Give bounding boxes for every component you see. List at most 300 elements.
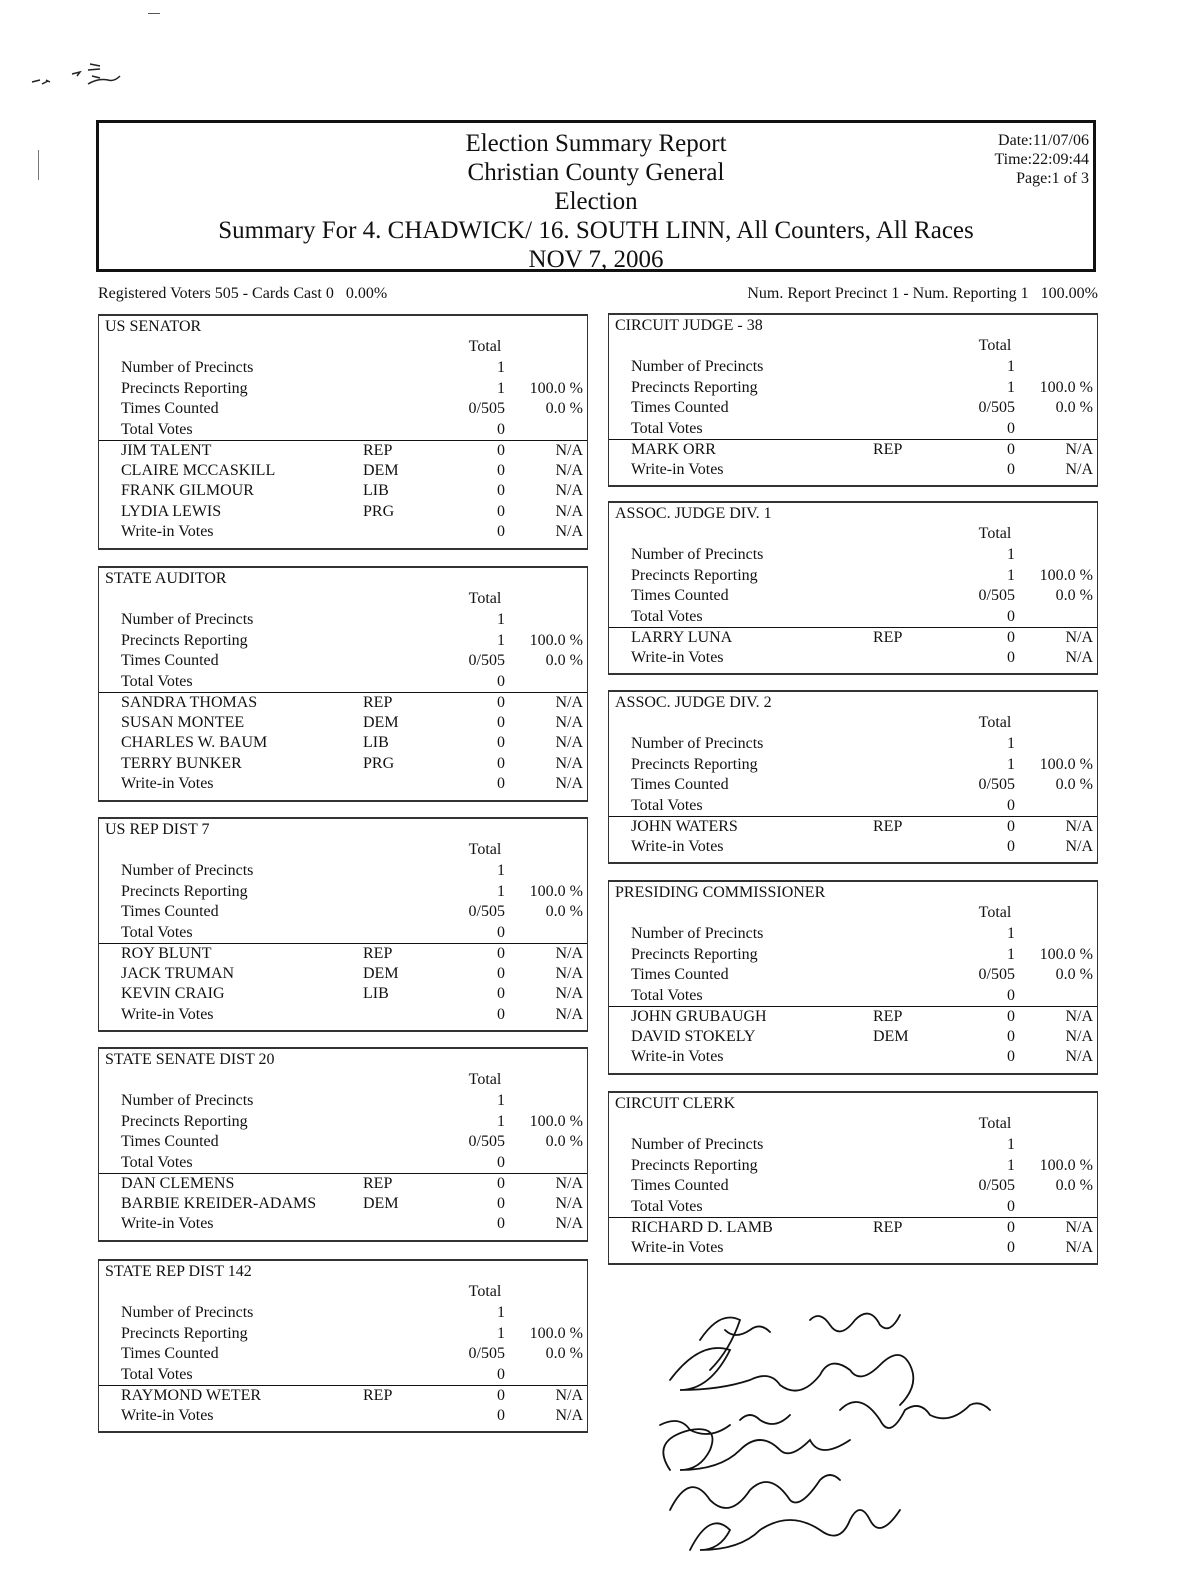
candidate-party: DEM <box>363 713 399 731</box>
stat-row <box>99 1153 587 1173</box>
stat-value: 1 <box>497 611 505 628</box>
candidate-party: REP <box>873 1008 903 1025</box>
candidate-name: Write-in Votes <box>631 460 724 478</box>
candidate-percent: N/A <box>1065 460 1093 478</box>
stat-row <box>609 586 1097 606</box>
stat-label: Precincts Reporting <box>631 378 758 396</box>
candidate-percent: N/A <box>1065 648 1093 666</box>
stat-percent: 0.0 % <box>545 400 583 417</box>
stat-row <box>609 986 1097 1006</box>
candidate-row <box>99 964 587 984</box>
candidate-party: REP <box>873 818 903 835</box>
stat-label: Times Counted <box>121 652 219 669</box>
stat-percent: 0.0 % <box>1055 776 1093 793</box>
stat-row <box>99 1365 587 1385</box>
candidate-votes: 0 <box>497 482 505 499</box>
stat-label: Precincts Reporting <box>631 755 758 773</box>
stat-label: Number of Precincts <box>631 358 764 375</box>
candidate-votes: 0 <box>497 502 505 520</box>
total-header: Total <box>468 841 502 858</box>
stat-row <box>99 399 587 419</box>
stat-percent: 100.0 % <box>1039 566 1093 584</box>
candidate-row <box>99 984 587 1004</box>
race-box <box>98 314 588 550</box>
candidate-row <box>609 1047 1097 1067</box>
stat-percent: 0.0 % <box>1055 966 1093 983</box>
stat-label: Number of Precincts <box>121 359 254 376</box>
candidate-votes: 0 <box>497 1005 505 1023</box>
stat-label: Number of Precincts <box>121 611 254 628</box>
report-date-line: NOV 7, 2006 <box>528 246 664 273</box>
stat-label: Number of Precincts <box>631 546 764 563</box>
stat-percent: 0.0 % <box>545 652 583 669</box>
stat-percent: 100.0 % <box>529 1324 583 1342</box>
stat-label: Precincts Reporting <box>121 1112 248 1130</box>
race-title: PRESIDING COMMISSIONER <box>615 884 826 901</box>
candidate-percent: N/A <box>555 502 583 520</box>
candidate-percent: N/A <box>555 1406 583 1424</box>
stat-label: Number of Precincts <box>631 1136 764 1153</box>
candidate-votes: 0 <box>497 734 505 751</box>
candidate-percent: N/A <box>555 482 583 499</box>
stat-value: 0/505 <box>978 399 1015 416</box>
candidate-name: Write-in Votes <box>121 523 214 540</box>
stat-row <box>609 378 1097 398</box>
report-page: Page:1 of 3 <box>1016 170 1089 187</box>
stat-value: 0/505 <box>978 966 1015 983</box>
candidate-percent: N/A <box>555 1387 583 1404</box>
candidate-percent: N/A <box>555 713 583 731</box>
stat-row <box>99 631 587 651</box>
candidate-party: REP <box>363 1175 393 1192</box>
race-title: CIRCUIT CLERK <box>615 1095 736 1112</box>
stat-value: 0/505 <box>978 587 1015 604</box>
stat-label: Precincts Reporting <box>121 1324 248 1342</box>
total-header: Total <box>978 337 1012 354</box>
stat-row <box>99 1132 587 1152</box>
total-header: Total <box>468 1283 502 1300</box>
candidate-party: PRG <box>363 502 395 520</box>
stat-label: Total Votes <box>121 1365 193 1383</box>
candidate-party: DEM <box>363 461 399 479</box>
candidate-percent: N/A <box>1065 441 1093 458</box>
candidate-name: RAYMOND WETER <box>121 1387 262 1404</box>
stat-row <box>99 379 587 399</box>
stat-value: 1 <box>1007 1156 1015 1174</box>
report-election: Election <box>554 188 638 215</box>
race-box <box>608 313 1098 487</box>
candidate-name: Write-in Votes <box>121 1215 214 1232</box>
candidate-votes: 0 <box>497 1194 505 1212</box>
candidate-percent: N/A <box>555 1215 583 1232</box>
candidate-row <box>99 440 587 461</box>
candidate-votes: 0 <box>497 461 505 479</box>
stat-label: Times Counted <box>631 1177 729 1194</box>
candidate-votes: 0 <box>497 775 505 792</box>
stat-label: Total Votes <box>631 419 703 437</box>
candidate-party: REP <box>873 1219 903 1236</box>
stat-row <box>609 796 1097 816</box>
stat-value: 0/505 <box>468 1133 505 1150</box>
candidate-row <box>609 439 1097 460</box>
candidate-name: LYDIA LEWIS <box>121 502 222 520</box>
candidate-name: Write-in Votes <box>121 1406 214 1424</box>
candidate-party: REP <box>363 1387 393 1404</box>
stat-value: 1 <box>497 631 505 649</box>
stat-percent: 0.0 % <box>545 1133 583 1150</box>
stat-percent: 100.0 % <box>1039 755 1093 773</box>
stat-label: Times Counted <box>121 903 219 920</box>
candidate-percent: N/A <box>555 945 583 962</box>
stat-value: 0 <box>497 923 505 941</box>
candidate-votes: 0 <box>497 964 505 982</box>
stat-value: 1 <box>1007 1136 1015 1153</box>
candidate-party: PRG <box>363 754 395 772</box>
candidate-votes: 0 <box>497 945 505 962</box>
total-header: Total <box>468 590 502 607</box>
candidate-row <box>99 774 587 794</box>
candidate-name: DAVID STOKELY <box>631 1027 756 1045</box>
candidate-votes: 0 <box>497 442 505 459</box>
stat-percent: 0.0 % <box>545 1345 583 1362</box>
stat-label: Times Counted <box>121 400 219 417</box>
race-title: US REP DIST 7 <box>105 821 210 838</box>
race-box <box>98 1047 588 1242</box>
candidate-percent: N/A <box>1065 837 1093 855</box>
stat-row <box>99 1091 587 1111</box>
candidate-row <box>609 1006 1097 1027</box>
candidate-votes: 0 <box>1007 1238 1015 1256</box>
candidate-row <box>99 1005 587 1025</box>
stat-label: Times Counted <box>121 1133 219 1150</box>
total-header: Total <box>978 904 1012 921</box>
candidate-votes: 0 <box>497 1215 505 1232</box>
race-title: ASSOC. JUDGE DIV. 1 <box>615 505 772 522</box>
candidate-percent: N/A <box>1065 1008 1093 1025</box>
stat-label: Total Votes <box>631 796 703 814</box>
total-header: Total <box>468 1071 502 1088</box>
candidate-percent: N/A <box>1065 818 1093 835</box>
candidate-votes: 0 <box>497 1387 505 1404</box>
candidate-percent: N/A <box>555 461 583 479</box>
race-title: STATE SENATE DIST 20 <box>105 1051 275 1068</box>
report-county: Christian County General <box>467 159 725 186</box>
stat-row <box>609 965 1097 985</box>
stat-percent: 100.0 % <box>1039 1156 1093 1174</box>
stat-value: 1 <box>497 1304 505 1321</box>
candidate-name: Write-in Votes <box>631 837 724 855</box>
candidate-votes: 0 <box>1007 818 1015 835</box>
stat-label: Total Votes <box>121 420 193 438</box>
stat-value: 0 <box>1007 796 1015 814</box>
stat-row <box>99 1112 587 1132</box>
candidate-percent: N/A <box>555 985 583 1002</box>
stat-row <box>609 566 1097 586</box>
stat-row <box>609 1135 1097 1155</box>
stat-value: 1 <box>1007 925 1015 942</box>
candidate-name: BARBIE KREIDER-ADAMS <box>121 1194 317 1212</box>
candidate-name: DAN CLEMENS <box>121 1175 235 1192</box>
stat-value: 1 <box>497 882 505 900</box>
candidate-votes: 0 <box>1007 460 1015 478</box>
candidate-percent: N/A <box>1065 629 1093 646</box>
candidate-name: KEVIN CRAIG <box>121 985 225 1002</box>
stat-row <box>99 610 587 630</box>
stat-row <box>99 420 587 440</box>
race-title: US SENATOR <box>105 318 202 335</box>
candidate-name: Write-in Votes <box>121 775 214 792</box>
stat-row <box>609 775 1097 795</box>
report-meta <box>994 131 1089 188</box>
stat-row <box>609 1176 1097 1196</box>
stat-row <box>99 1324 587 1344</box>
stat-row <box>609 545 1097 565</box>
stat-label: Precincts Reporting <box>631 945 758 963</box>
race-box <box>98 566 588 802</box>
stat-value: 0 <box>497 1365 505 1383</box>
candidate-votes: 0 <box>497 713 505 731</box>
stat-label: Times Counted <box>631 587 729 604</box>
stat-value: 0/505 <box>978 1177 1015 1194</box>
candidate-name: JACK TRUMAN <box>121 964 235 982</box>
candidate-votes: 0 <box>497 523 505 540</box>
report-date: Date:11/07/06 <box>998 132 1089 149</box>
candidate-votes: 0 <box>1007 629 1015 646</box>
candidate-row <box>99 1385 587 1406</box>
stat-row <box>609 398 1097 418</box>
stat-label: Number of Precincts <box>631 925 764 942</box>
report-time: Time:22:09:44 <box>994 151 1089 168</box>
stat-row <box>609 1156 1097 1176</box>
candidate-party: DEM <box>363 964 399 982</box>
stat-row <box>99 902 587 922</box>
candidate-row <box>99 713 587 733</box>
stat-row <box>609 945 1097 965</box>
stat-label: Precincts Reporting <box>631 1156 758 1174</box>
candidate-row <box>609 648 1097 668</box>
candidate-name: CLAIRE MCCASKILL <box>121 461 276 479</box>
stat-value: 1 <box>497 1092 505 1109</box>
candidate-votes: 0 <box>497 985 505 1002</box>
candidate-name: RICHARD D. LAMB <box>631 1219 773 1236</box>
stat-value: 1 <box>497 862 505 879</box>
candidate-percent: N/A <box>555 523 583 540</box>
candidate-row <box>99 522 587 542</box>
candidate-votes: 0 <box>497 754 505 772</box>
candidate-name: CHARLES W. BAUM <box>121 734 268 751</box>
total-header: Total <box>978 525 1012 542</box>
candidate-name: TERRY BUNKER <box>121 754 242 772</box>
candidate-name: Write-in Votes <box>631 1048 724 1065</box>
stat-row <box>99 923 587 943</box>
stat-row <box>99 651 587 671</box>
scan-mark-line <box>148 13 160 14</box>
stat-label: Number of Precincts <box>121 862 254 879</box>
stat-value: 1 <box>1007 755 1015 773</box>
stat-value: 1 <box>1007 945 1015 963</box>
stat-value: 0/505 <box>468 903 505 920</box>
stat-percent: 100.0 % <box>529 882 583 900</box>
stat-value: 0 <box>497 1153 505 1171</box>
report-summary-for: Summary For 4. CHADWICK/ 16. SOUTH LINN, All Counters, All Races <box>218 217 974 244</box>
candidate-name: SUSAN MONTEE <box>121 713 245 731</box>
stat-value: 0 <box>497 672 505 690</box>
candidate-row <box>99 692 587 713</box>
stat-row <box>99 882 587 902</box>
stat-percent: 0.0 % <box>1055 1177 1093 1194</box>
stat-label: Times Counted <box>631 966 729 983</box>
stat-value: 0 <box>497 420 505 438</box>
stat-row <box>99 358 587 378</box>
candidate-votes: 0 <box>1007 1048 1015 1065</box>
stat-value: 1 <box>497 379 505 397</box>
candidate-name: Write-in Votes <box>631 648 724 666</box>
stat-percent: 0.0 % <box>1055 399 1093 416</box>
candidate-votes: 0 <box>1007 837 1015 855</box>
candidate-percent: N/A <box>555 964 583 982</box>
candidate-party: LIB <box>363 985 389 1002</box>
stat-value: 0 <box>1007 607 1015 625</box>
candidate-percent: N/A <box>555 1194 583 1212</box>
candidate-votes: 0 <box>1007 1219 1015 1236</box>
race-box <box>608 501 1098 675</box>
stat-value: 0/505 <box>468 1345 505 1362</box>
stat-value: 0/505 <box>978 776 1015 793</box>
stat-value: 1 <box>1007 378 1015 396</box>
stat-label: Total Votes <box>631 986 703 1004</box>
candidate-row <box>609 816 1097 837</box>
candidate-name: JOHN WATERS <box>631 818 738 835</box>
stat-label: Number of Precincts <box>121 1092 254 1109</box>
stat-row <box>99 1344 587 1364</box>
total-header: Total <box>978 714 1012 731</box>
candidate-votes: 0 <box>1007 1008 1015 1025</box>
race-box <box>98 1259 588 1433</box>
stat-value: 1 <box>1007 546 1015 563</box>
stat-row <box>609 607 1097 627</box>
candidate-party: REP <box>873 441 903 458</box>
race-box <box>608 1091 1098 1265</box>
candidate-party: REP <box>363 694 393 711</box>
stat-value: 1 <box>1007 358 1015 375</box>
candidate-row <box>99 733 587 753</box>
stat-row <box>609 755 1097 775</box>
candidate-percent: N/A <box>1065 1048 1093 1065</box>
candidate-name: SANDRA THOMAS <box>121 694 258 711</box>
stat-label: Total Votes <box>631 1197 703 1215</box>
candidate-name: FRANK GILMOUR <box>121 482 254 499</box>
candidate-name: JOHN GRUBAUGH <box>631 1008 767 1025</box>
candidate-party: DEM <box>363 1194 399 1212</box>
candidate-percent: N/A <box>555 1005 583 1023</box>
stat-row <box>609 419 1097 439</box>
candidate-votes: 0 <box>1007 648 1015 666</box>
precinct-reporting-summary: Num. Report Precinct 1 - Num. Reporting 1 100.00% <box>747 285 1098 302</box>
candidate-party: REP <box>363 442 393 459</box>
candidate-party: LIB <box>363 482 389 499</box>
stat-label: Times Counted <box>631 399 729 416</box>
candidate-percent: N/A <box>1065 1027 1093 1045</box>
candidate-row <box>99 1173 587 1194</box>
candidate-party: REP <box>363 945 393 962</box>
candidate-row <box>609 837 1097 857</box>
stat-value: 1 <box>497 1112 505 1130</box>
candidate-row <box>99 481 587 501</box>
report-title-block <box>99 129 1093 274</box>
stat-label: Total Votes <box>121 923 193 941</box>
candidate-row <box>99 1406 587 1426</box>
stat-percent: 100.0 % <box>529 1112 583 1130</box>
stat-row <box>99 672 587 692</box>
candidate-votes: 0 <box>497 1406 505 1424</box>
stat-value: 1 <box>1007 566 1015 584</box>
stat-percent: 100.0 % <box>529 379 583 397</box>
race-box <box>608 880 1098 1075</box>
stat-label: Total Votes <box>121 672 193 690</box>
report-title: Election Summary Report <box>465 130 727 157</box>
race-box <box>98 817 588 1032</box>
stat-value: 1 <box>497 359 505 376</box>
candidate-row <box>609 1027 1097 1047</box>
candidate-percent: N/A <box>555 694 583 711</box>
candidate-percent: N/A <box>1065 1219 1093 1236</box>
stat-label: Number of Precincts <box>631 735 764 752</box>
candidate-name: Write-in Votes <box>121 1005 214 1023</box>
stat-label: Precincts Reporting <box>121 631 248 649</box>
candidate-row <box>609 1238 1097 1258</box>
stat-value: 0 <box>1007 986 1015 1004</box>
stat-value: 0 <box>1007 1197 1015 1215</box>
report-header <box>96 120 1096 272</box>
candidate-name: MARK ORR <box>631 441 716 458</box>
stat-label: Times Counted <box>121 1345 219 1362</box>
candidate-row <box>99 754 587 774</box>
scan-mark-line <box>38 150 39 180</box>
candidate-row <box>99 1194 587 1214</box>
total-header: Total <box>978 1115 1012 1132</box>
stat-percent: 0.0 % <box>1055 587 1093 604</box>
stat-label: Precincts Reporting <box>121 379 248 397</box>
candidate-votes: 0 <box>1007 441 1015 458</box>
race-title: STATE AUDITOR <box>105 570 227 587</box>
stat-row <box>609 924 1097 944</box>
candidate-votes: 0 <box>1007 1027 1015 1045</box>
stat-label: Number of Precincts <box>121 1304 254 1321</box>
stat-value: 1 <box>497 1324 505 1342</box>
stat-label: Total Votes <box>121 1153 193 1171</box>
candidate-row <box>609 1217 1097 1238</box>
stat-label: Times Counted <box>631 776 729 793</box>
candidate-name: LARRY LUNA <box>631 629 733 646</box>
candidate-percent: N/A <box>555 442 583 459</box>
candidate-votes: 0 <box>497 694 505 711</box>
stat-row <box>609 1197 1097 1217</box>
stat-percent: 100.0 % <box>1039 378 1093 396</box>
handwritten-signatures <box>630 1300 1050 1560</box>
stat-percent: 100.0 % <box>1039 945 1093 963</box>
candidate-percent: N/A <box>555 754 583 772</box>
candidate-party: DEM <box>873 1027 909 1045</box>
stat-label: Total Votes <box>631 607 703 625</box>
signatures <box>630 1300 1050 1560</box>
race-title: CIRCUIT JUDGE - 38 <box>615 317 763 334</box>
candidate-name: Write-in Votes <box>631 1238 724 1256</box>
stat-percent: 0.0 % <box>545 903 583 920</box>
race-title: STATE REP DIST 142 <box>105 1263 252 1280</box>
stat-percent: 100.0 % <box>529 631 583 649</box>
candidate-percent: N/A <box>555 734 583 751</box>
candidate-percent: N/A <box>1065 1238 1093 1256</box>
